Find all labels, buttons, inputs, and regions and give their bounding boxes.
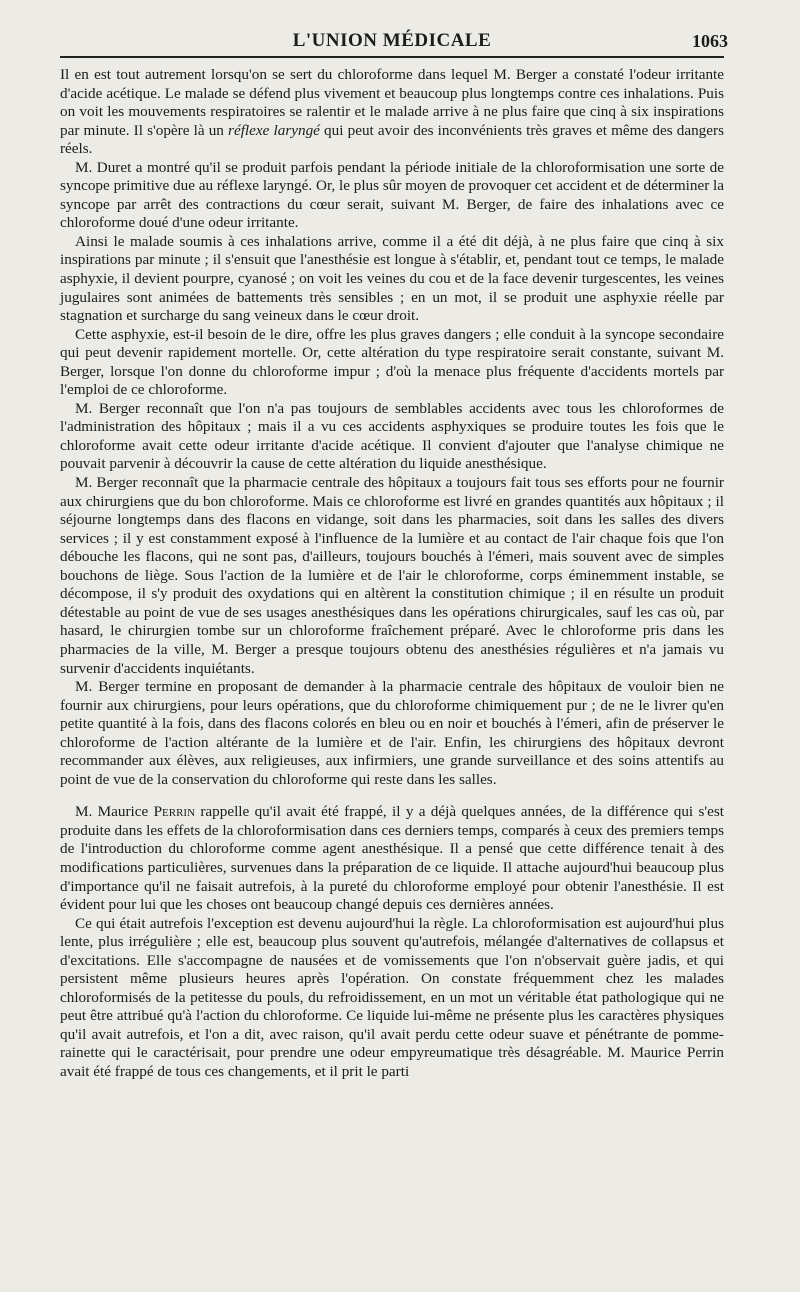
paragraph-1-text: Il en est tout autrement lorsqu'on se sert du chloroforme dans lequel M. Berger a constaté l'odeur irritante d'acide acétique. Le malade se défend plus vivement et beaucoup plus longtemps contre ces inhalations. Puis on voit les mouvements respiratoires se ralentir et le malade arrive à ne plus faire que cinq à six inspirations par minute. Il s'opère là un — [60, 66, 724, 139]
paragraph-8-text: M. Maurice — [75, 803, 154, 821]
paragraph-1-italic: réflexe laryngé — [228, 121, 320, 139]
paragraph-3: Ainsi le malade soumis à ces inhalations arrive, comme il a été dit déjà, à ne plus faire que cinq à six inspirations par minute ; il s'ensuit que l'anesthésie est longue à s'établir, et, pendant tout ce temps, le malade asphyxie, il devient pourpre, cyanosé ; on voit les veines du cou et de la face devenir turgescentes, les veines jugulaires sont animées de battements très sensibles ; en un mot, il se produit une asphyxie réelle par stagnation et surcharge du sang veineux dans le cœur droit. — [60, 232, 724, 325]
paragraph-7: M. Berger termine en proposant de demander à la pharmacie centrale des hôpitaux de vouloir bien ne fournir aux chirurgiens, pour leurs opérations, que du chloroforme chimiquement pur ; de ne le livrer qu'en petite quantité à la fois, dans des flacons colorés en bleu ou en noir et bouchés à l'émeri, afin de préserver le chloroforme de l'action altérante de la lumière et de l'air. Enfin, les chirurgiens des hôpitaux devront recommander aux élèves, aux religieuses, aux infirmiers, une grande surveillance et des soins attentifs au point de vue de la conservation du chloroforme qui reste dans les salles. — [60, 678, 724, 788]
body-text — [60, 66, 724, 1082]
page-number: 1063 — [692, 31, 728, 51]
paragraph-8 — [60, 803, 724, 914]
paragraph-1-text-after: qui peut avoir des inconvénients très graves et même des dangers réels. — [60, 121, 724, 158]
section-gap — [60, 789, 724, 803]
paragraph-4: Cette asphyxie, est-il besoin de le dire, offre les plus graves dangers ; elle conduit à la syncope secondaire qui peut devenir rapidement mortelle. Or, cette altération du type respiratoire serait constante, suivant M. Berger, lorsque l'on donne du chloroforme impur ; d'où la menace plus fréquente d'accidents mortels par l'emploi de ce chloroforme. — [60, 325, 724, 399]
paragraph-8-text-after: rappelle qu'il avait été frappé, il y a déjà quelques années, de la différence qui s'est produite dans les effets de la chloroformisation dans ces derniers temps, comparés à ceux des premiers temps de l'introduction du chloroforme comme agent anesthésique. Il a pensé que cette différence tenait à des modifications particulières, survenues dans la préparation de ce liquide. Il attache aujourd'hui beaucoup plus d'importance qu'il ne faisait autrefois, à la pureté du chloroforme employé pour obtenir l'anesthésie. Il est évident pour lui que les choses ont beaucoup changé depuis ces dernières années. — [60, 803, 724, 914]
page-header — [60, 28, 728, 54]
paragraph-9: Ce qui était autrefois l'exception est devenu aujourd'hui la règle. La chloroformisation est aujourd'hui plus lente, plus irrégulière ; elle est, beaucoup plus souvent qu'autrefois, mélangée d'alternatives de collapsus et d'excitations. Elle s'accompagne de nausées et de vomissements que l'on n'observait guère jadis, et qui persistent même plusieurs heures après l'opération. On constate fréquemment chez les malades chloroformisés de la petitesse du pouls, du refroidissement, en un mot un véritable état pathologique qui ne peut être attribué qu'à l'action du chloroforme. Ce liquide lui-même ne présente plus les caractères physiques qu'il avait autrefois, et l'on a dit, avec raison, qu'il avait perdu cette odeur suave et pénétrante de pomme-rainette qui le caractérisait, pour prendre une odeur empyreumatique très désagréable. M. Maurice Perrin avait été frappé de tous ces changements, et il prit le parti — [60, 914, 724, 1080]
paragraph-5: M. Berger reconnaît que l'on n'a pas toujours de semblables accidents avec tous les chloroformes de l'administration des hôpitaux ; mais il a vu ces accidents asphyxiques se produire toutes les fois que le chloroforme avait cette odeur irritante d'acide acétique. Il convient d'ajouter que l'analyse chimique ne pouvait parvenir à découvrir la cause de cette altération du liquide anesthésique. — [60, 399, 724, 473]
paragraph-6: M. Berger reconnaît que la pharmacie centrale des hôpitaux a toujours fait tous ses efforts pour ne fournir aux chirurgiens que du bon chloroforme. Mais ce chloroforme est livré en grandes quantités aux hôpitaux ; il séjourne longtemps dans des flacons en vidange, soit dans les pharmacies, soit dans les salles des divers services ; il y est constamment exposé à l'influence de la lumière et au contact de l'air chaque fois que l'on débouche les flacons, qui ne sont pas, d'ailleurs, toujours bouchés à l'émeri, mais souvent avec de simples bouchons de liège. Sous l'action de la lumière et de l'air le chloroforme, corps éminemment instable, se décompose, il s'y produit des oxydations qui en altèrent la constitution chimique ; il en résulte un produit détestable au point de vue de ses usages anesthésiques dans les opérations chirurgicales, sauf les cas où, par hasard, le chirurgien tombe sur un chloroforme fraîchement préparé. Avec le chloroforme pris dans les pharmacies de la ville, M. Berger a presque toujours obtenu des anesthésies régulières et n'a jamais vu survenir d'accidents inquiétants. — [60, 474, 724, 677]
paragraph-1 — [60, 66, 724, 159]
paragraph-2: M. Duret a montré qu'il se produit parfois pendant la période initiale de la chloroformisation une sorte de syncope primitive due au réflexe laryngé. Or, le plus sûr moyen de provoquer cet accident et de déterminer la syncope par arrêt des contractions du cœur serait, suivant M. Berger, de faire des inhalations avec ce chloroforme doué d'une odeur irritante. — [60, 158, 725, 232]
running-title: L'UNION MÉDICALE — [292, 30, 492, 51]
paragraph-8-smallcaps-name: Perrin — [153, 803, 196, 821]
header-rule — [60, 56, 724, 58]
